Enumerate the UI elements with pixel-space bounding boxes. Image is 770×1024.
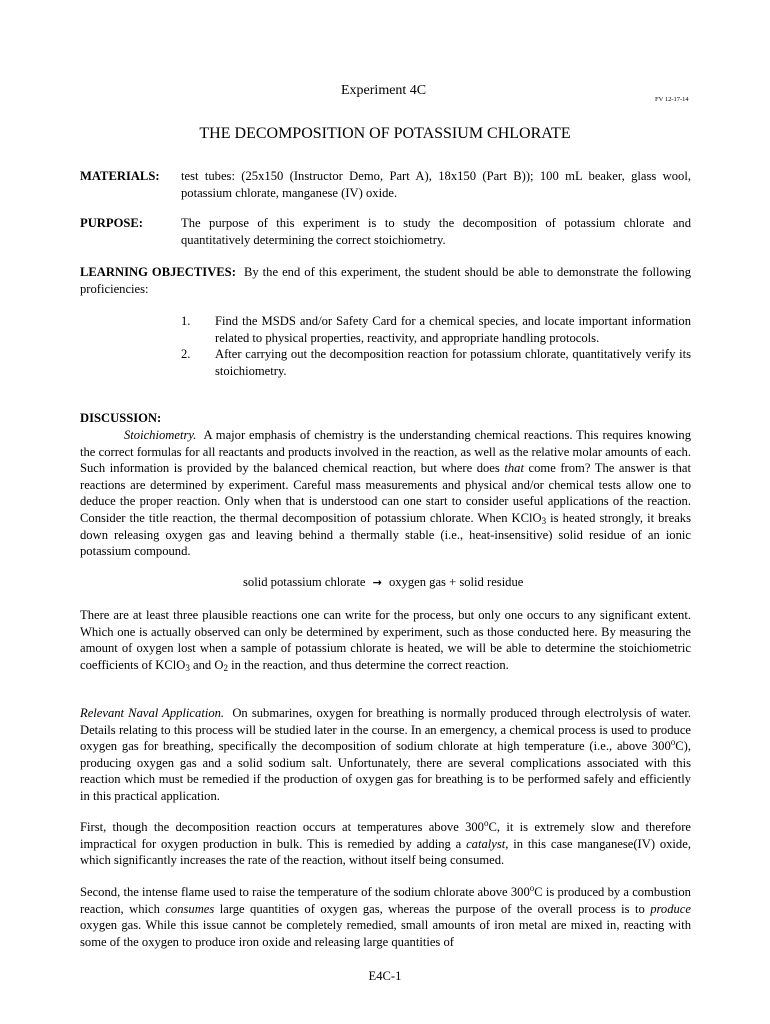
page-number: E4C-1 [368, 969, 402, 983]
discussion-paragraph-stoichiometry [80, 427, 691, 560]
experiment-label: Experiment 4C [341, 83, 427, 98]
paragraph-text: First, though the decomposition reaction occurs at temperatures above 300 [80, 820, 484, 834]
objectives-block [80, 264, 691, 297]
discussion-paragraph-reactions [80, 607, 691, 673]
subscript: 3 [541, 515, 547, 526]
paragraph-text: C), producing oxygen gas and a solid sodium salt. Unfortunately, there are several complications associated with this reaction which must be remedied if the production of oxygen gas for breathing is to be performed safely and efficiently in this practical application. [80, 739, 691, 803]
reaction-equation [243, 574, 523, 592]
discussion-label: DISCUSSION: [80, 411, 162, 425]
subscript: 2 [223, 662, 228, 673]
objective-item [181, 313, 691, 346]
paragraph-text: in this case manganese(IV) oxide, which significantly increases the rate of the reaction, without itself being consumed. [80, 836, 691, 868]
paragraph-text: A major emphasis of chemistry is the understanding chemical reactions. This requires knowing the correct formulas for all reactants and products involved in the reaction, as well as the relative molar amounts of each. Such information is provided by the balanced chemical reaction, but where does [80, 428, 691, 476]
paragraph-text: is heated strongly, it breaks down releasing oxygen gas and leaving behind a thermally stable (i.e., heat-insensitive) solid residue of an ionic potassium compound. [80, 510, 691, 559]
paragraph-text: come from? The answer is that reactions are determined by experiment. Careful mass measurements and physical and/or chemical tests allow one to deduce the proper reaction. Only when that is understood can one start to consider useful applications of the reaction. Consider the title reaction, the thermal decomposition of potassium chlorate. When KClO [80, 461, 691, 525]
degree-superscript: o [670, 737, 676, 748]
objective-number: 1. [181, 314, 191, 328]
emphasis-produce: produce [650, 901, 691, 916]
subscript: 3 [185, 662, 190, 673]
discussion-paragraph-naval [80, 705, 691, 805]
objectives-intro: By the end of this experiment, the student should be able to demonstrate the following proficiencies: [80, 265, 691, 296]
objectives-list [181, 313, 691, 379]
stoichiometry-lead: Stoichiometry. [124, 428, 197, 442]
discussion-paragraph-combustion [80, 884, 691, 950]
purpose-text: The purpose of this experiment is to study the decomposition of potassium chlorate and quantitatively determining the correct stoichiometry. [181, 216, 691, 247]
materials-text: test tubes: (25x150 (Instructor Demo, Part A), 18x150 (Part B)); 100 mL beaker, glass wool, potassium chlorate, manganese (IV) oxide. [181, 169, 691, 200]
paragraph-text: There are at least three plausible reactions one can write for the process, but only one occurs to any significant extent. Which one is actually observed can only be determined by experiment, such as those conducted here. By measuring the amount of oxygen lost when a sample of potassium chlorate is heated, we will be able to determine the stoichiometric coefficients of KClO [80, 608, 691, 672]
equation-reactant: solid potassium chlorate [243, 575, 366, 589]
paragraph-text: C, it is extremely slow and therefore impractical for oxygen production in bulk. This is remedied by adding a [80, 820, 691, 851]
objective-item [181, 346, 691, 379]
arrow-icon: → [372, 576, 382, 589]
objectives-label: LEARNING OBJECTIVES: [80, 265, 236, 279]
paragraph-text: in the reaction, and thus determine the correct reaction. [231, 657, 509, 672]
degree-superscript: o [483, 818, 489, 828]
paragraph-text: large quantities of oxygen gas, whereas the purpose of the overall process is to [219, 901, 645, 916]
paragraph-text: Second, the intense flame used to raise the temperature of the sodium chlorate above 300 [80, 885, 530, 899]
degree-superscript: o [529, 883, 535, 893]
paragraph-text: and O [193, 657, 224, 672]
paragraph-text: On submarines, oxygen for breathing is normally produced through electrolysis of water. Details relating to this process will be studied later in the course. In an emergency, a chemical process is used to produce oxygen gas for breathing, specifically the decomposition of sodium chlorate at high temperature (i.e., above 300 [80, 706, 691, 754]
emphasis-that: that [504, 461, 524, 476]
naval-lead: Relevant Naval Application. [80, 706, 225, 720]
emphasis-consumes: consumes [165, 901, 215, 916]
paragraph-text: C is produced by a combustion reaction, which [80, 885, 691, 916]
equation-products: oxygen gas + solid residue [388, 575, 524, 589]
emphasis-catalyst: catalyst, [466, 836, 509, 851]
materials-label: MATERIALS: [80, 169, 160, 183]
objective-text: Find the MSDS and/or Safety Card for a chemical species, and locate important information related to physical properties, reactivity, and appropriate handling protocols. [215, 314, 691, 345]
objective-text: After carrying out the decomposition reaction for potassium chlorate, quantitatively verify its stoichiometry. [215, 347, 691, 378]
discussion-paragraph-catalyst [80, 819, 691, 869]
paragraph-text: oxygen gas. While this issue cannot be completely remedied, small amounts of iron metal are mixed in, reacting with some of the oxygen to produce iron oxide and releasing large quantities of [80, 918, 691, 949]
document-title: THE DECOMPOSITION OF POTASSIUM CHLORATE [199, 125, 571, 142]
objective-number: 2. [181, 347, 191, 362]
purpose-label: PURPOSE: [80, 216, 143, 230]
revision-code: FV 12-17-14 [655, 96, 689, 103]
